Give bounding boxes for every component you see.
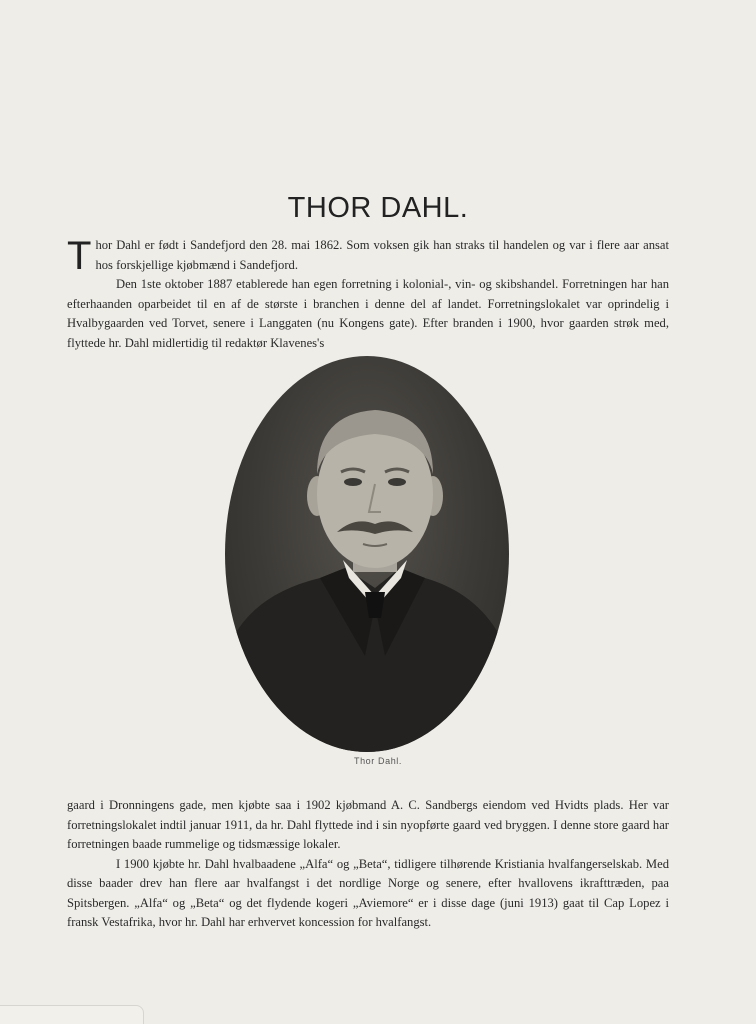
portrait-illustration xyxy=(225,356,509,752)
drop-cap: T xyxy=(67,234,92,278)
intro-paragraph-2: Den 1ste oktober 1887 etablerede han egen forretning i kolonial-, vin- og skibshandel. Forretningen har han efterhaanden oparbeidet til en af de største i branchen i denne del af landet. Forretningslokalet var oprindelig i Hvalbygaarden ved Torvet, senere i Langgaten (nu Kongens gate). Efter branden i 1900, hvor gaarden strøk med, flyttede hr. Dahl midlertidig til redaktør Klavenes's xyxy=(67,277,669,350)
continuation-paragraph-1: gaard i Dronningens gade, men kjøbte saa i 1902 kjøbmand A. C. Sandbergs eiendom ved Hvidts plads. Her var forretningslokalet indtil januar 1911, da hr. Dahl flyttede ind i sin nyopførte gaard ved bryggen. I denne store gaard har forretningen baade rummelige og tidsmæssige lokaler. xyxy=(67,798,669,851)
intro-paragraph-1-text: hor Dahl er født i Sandefjord den 28. mai 1862. Som voksen gik han straks til handelen og var i flere aar ansat hos forskjellige kjøbmænd i Sandefjord. xyxy=(95,238,669,272)
portrait-photo xyxy=(225,356,509,752)
continuation-text xyxy=(67,796,669,933)
intro-paragraph-1 xyxy=(67,234,669,278)
portrait-caption: Thor Dahl. xyxy=(353,756,403,766)
viewer-tab xyxy=(0,1005,144,1024)
intro-text xyxy=(67,236,669,353)
page-title: THOR DAHL. xyxy=(287,192,469,224)
continuation-paragraph-2: I 1900 kjøbte hr. Dahl hvalbaadene „Alfa“ og „Beta“, tidligere tilhørende Kristiania hvalfangerselskab. Med disse baader drev han flere aar hvalfangst i det nordlige Norge og senere, efter hvallovens ikrafttræden, paa Spitsbergen. „Alfa“ og „Beta“ og det flydende kogeri „Aviemore“ er i disse dage (juni 1913) gaat til Cap Lopez i fransk Vestafrika, hvor hr. Dahl har erhvervet koncession for hvalfangst. xyxy=(67,856,669,929)
